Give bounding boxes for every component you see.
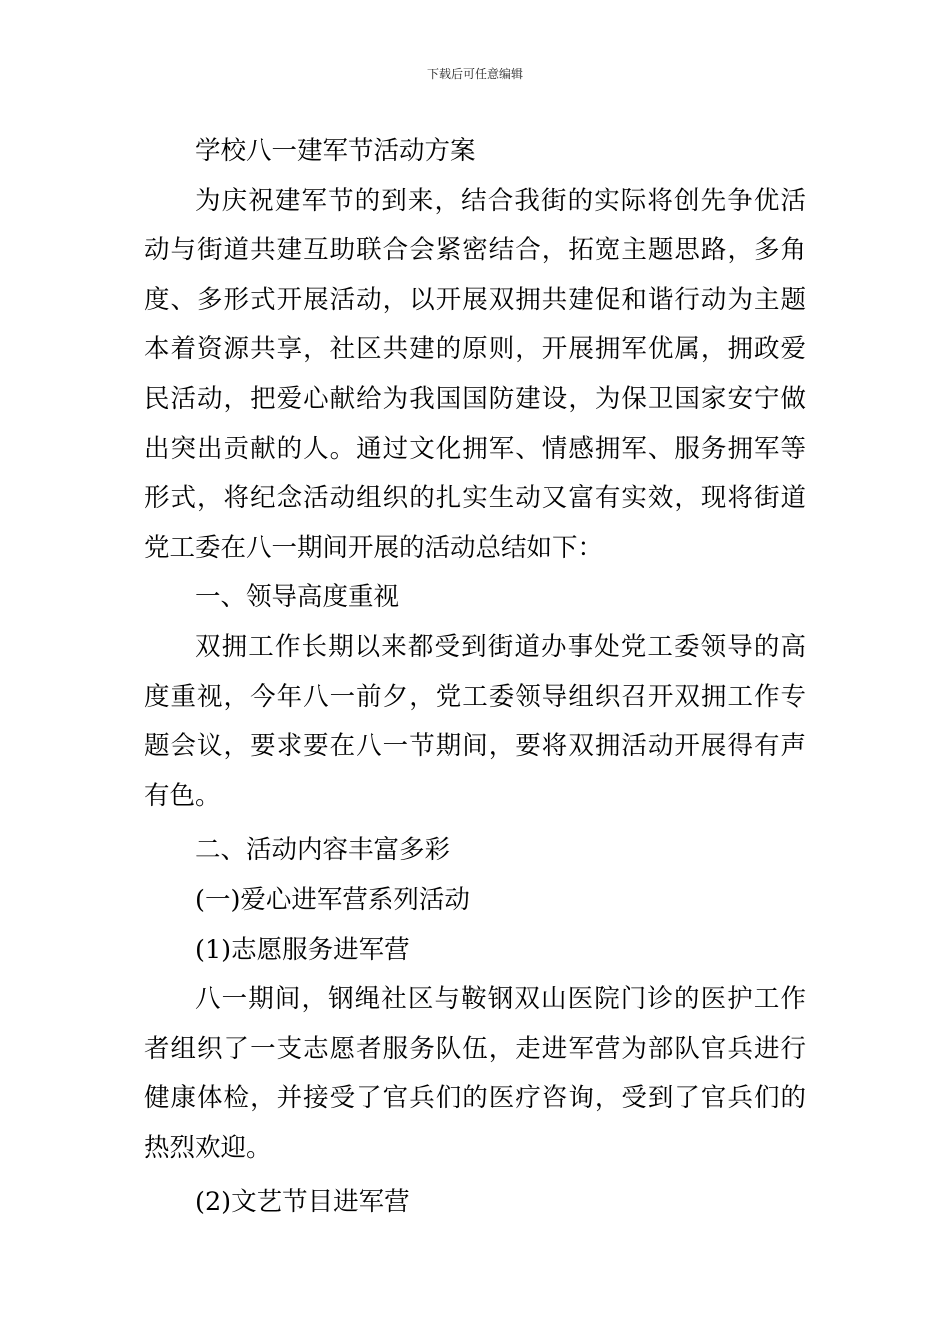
item-1-paragraph: 八一期间，钢绳社区与鞍钢双山医院门诊的医护工作者组织了一支志愿者服务队伍，走进军营为部队官兵进行健康体检，并接受了官兵们的医疗咨询，受到了官兵们的热烈欢迎。 xyxy=(144,984,806,1163)
section-heading-2: 二、活动内容丰富多彩 xyxy=(195,835,451,866)
section-heading-1: 一、领导高度重视 xyxy=(195,582,400,613)
document-body xyxy=(144,127,806,1228)
section-1-paragraph: 双拥工作长期以来都受到街道办事处党工委领导的高度重视，今年八一前夕，党工委领导组织召开双拥工作专题会议，要求要在八一节期间，要将双拥活动开展得有声有色。 xyxy=(144,631,806,811)
item-heading-2: (2)文艺节目进军营 xyxy=(195,1187,410,1218)
page-header-note: 下载后可任意编辑 xyxy=(426,67,523,81)
document-title: 学校八一建军节活动方案 xyxy=(195,136,476,166)
intro-paragraph: 为庆祝建军节的到来，结合我街的实际将创先争优活动与街道共建互助联合会紧密结合，拓宽主题思路，多角度、多形式开展活动，以开展双拥共建促和谐行动为主题本着资源共享，社区共建的原则，开展拥军优属，拥政爱民活动，把爱心献给为我国国防建设，为保卫国家安宁做出突出贡献的人。通过文化拥军、情感拥军、服务拥军等形式，将纪念活动组织的扎实生动又富有实效，现将街道党工委在八一期间开展的活动总结如下： xyxy=(144,185,806,563)
subsection-heading-1: (一)爱心进军营系列活动 xyxy=(195,884,470,915)
item-heading-1: (1)志愿服务进军营 xyxy=(195,934,410,965)
